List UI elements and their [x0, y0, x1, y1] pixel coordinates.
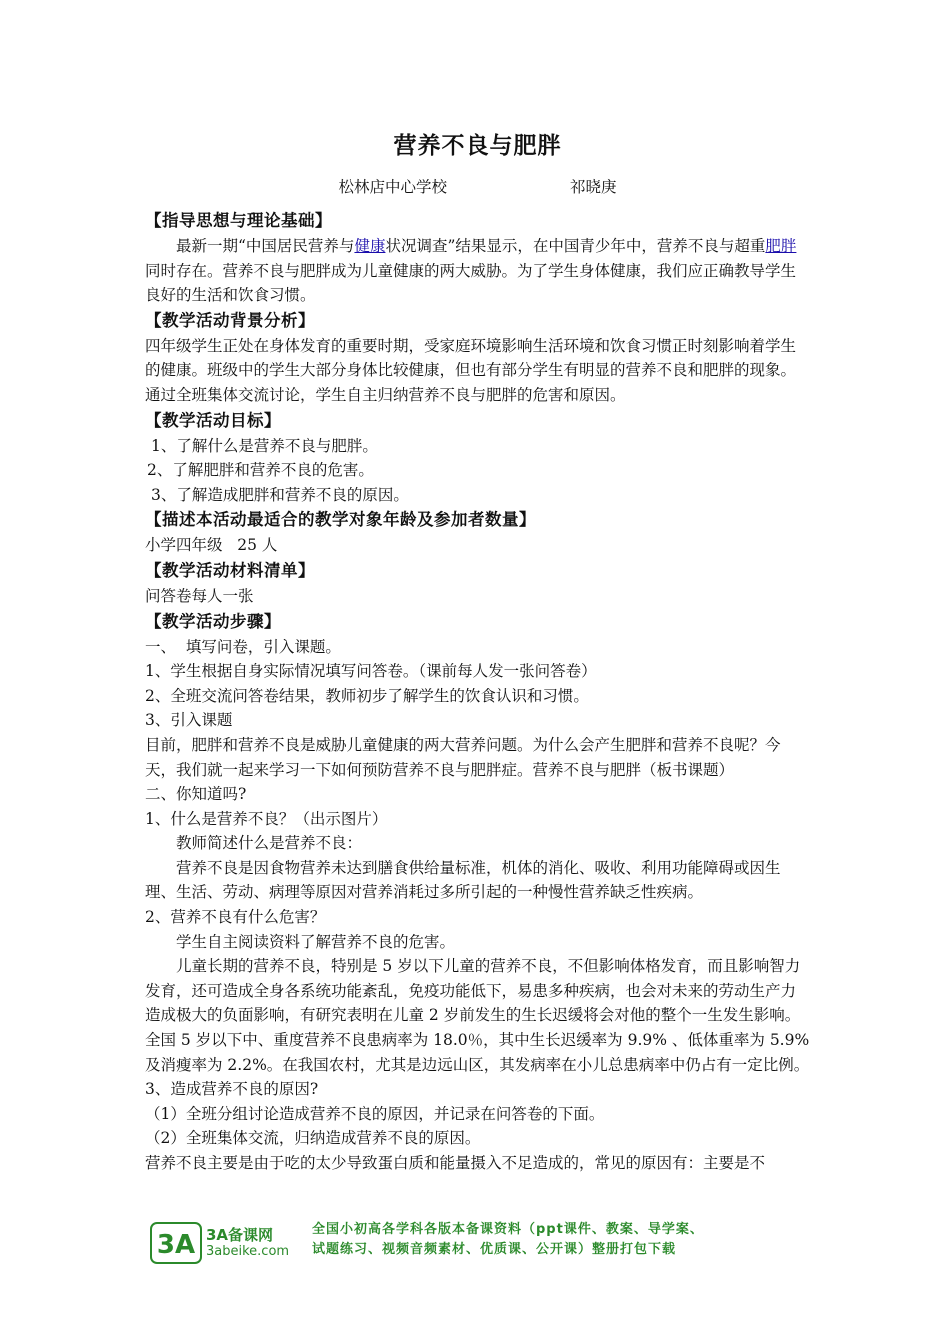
step-paragraph: 儿童长期的营养不良，特别是 5 岁以下儿童的营养不良，不但影响体格发育，而且影响智力发育，还可造成全身各系统功能紊乱，免疫功能低下，易患多种疾病，也会对未来的劳动生产力造成极大的负面影响，有研究表明在儿童 2 岁前发生的生长迟缓将会对他的整个一生发生影响。全国 5 岁以下中、重度营养不良患病率为 18.0％，其中生长迟缓率为 9.9% 、低体重率为 5.9%及消瘦率为 2.2%。在我国农村，尤其是边远山区，其发病率在小儿总患病率中仍占有一定比例。 [145, 957, 810, 1074]
step-line: （1）全班分组讨论造成营养不良的原因，并记录在问答卷的下面。 [145, 1104, 605, 1123]
logo-mark-text: 3A [156, 1230, 196, 1260]
goal-item: 2、了解肥胖和营养不良的危害。 [147, 461, 374, 480]
text-run: 最新一期“中国居民营养与 [176, 237, 355, 255]
step-line: 2、营养不良有什么危害？ [145, 908, 326, 927]
step-line: 营养不良主要是由于吃的太少导致蛋白质和能量摄入不足造成的，常见的原因有：主要是不 [145, 1154, 766, 1172]
footer-slogan [312, 1220, 812, 1260]
section-heading-materials: 【教学活动材料清单】 [145, 560, 315, 580]
section-heading-background: 【教学活动背景分析】 [145, 310, 315, 330]
step-line: 3、引入课题 [145, 711, 233, 730]
goal-item: 1、了解什么是营养不良与肥胖。 [151, 436, 378, 455]
logo-name: 3A备课网 [206, 1226, 274, 1244]
page-title: 营养不良与肥胖 [393, 132, 562, 159]
section-heading-goals: 【教学活动目标】 [145, 410, 281, 430]
step-line: 1、什么是营养不良？（出示图片） [145, 809, 388, 828]
step-line: 二、你知道吗? [145, 785, 247, 804]
logo-mark-icon [150, 1222, 202, 1264]
step-line: 目前，肥胖和营养不良是威胁儿童健康的两大营养问题。为什么会产生肥胖和营养不良呢？今天，我们就一起来学习一下如何预防营养不良与肥胖症。营养不良与肥胖（板书课题） [145, 735, 781, 779]
document-body [145, 128, 810, 1176]
footer-banner [150, 1218, 810, 1268]
site-logo[interactable] [150, 1222, 310, 1264]
step-line: 一、 填写问卷，引入课题。 [145, 637, 341, 656]
step-line: 3、造成营养不良的原因? [145, 1080, 319, 1099]
guiding-paragraph [145, 234, 810, 308]
materials-text: 问答卷每人一张 [145, 586, 254, 605]
text-run: 同时存在。营养不良与肥胖成为儿童健康的两大威胁。为了学生身体健康，我们应正确教导学生良好的生活和饮食习惯。 [145, 261, 797, 305]
slogan-line: 试题练习、视频音频素材、优质课、公开课）整册打包下载 [312, 1242, 677, 1257]
step-line: （2）全班集体交流，归纳造成营养不良的原因。 [145, 1129, 481, 1148]
goal-item: 3、了解造成肥胖和营养不良的原因。 [151, 485, 409, 504]
step-paragraph: 学生自主阅读资料了解营养不良的危害。 [176, 932, 456, 951]
health-link[interactable]: 健康 [354, 237, 386, 255]
byline [145, 174, 810, 200]
text-run: 状况调查”结果显示，在中国青少年中，营养不良与超重 [385, 237, 766, 255]
section-heading-audience: 【描述本活动最适合的教学对象年龄及参加者数量】 [145, 510, 536, 530]
step-paragraph: 营养不良是因食物营养未达到膳食供给量标准，机体的消化、吸收、利用功能障碍或因生理、生活、劳动、病理等原因对营养消耗过多所引起的一种慢性营养缺乏性疾病。 [145, 858, 781, 902]
step-paragraph: 教师简述什么是营养不良： [176, 834, 363, 853]
section-heading-guiding: 【指导思想与理论基础】 [145, 211, 332, 230]
slogan-line: 全国小初高各学科各版本备课资料（ppt课件、教案、导学案、 [312, 1222, 704, 1237]
obesity-link[interactable]: 肥胖 [765, 237, 797, 255]
logo-url: 3abeike.com [206, 1244, 290, 1259]
step-line: 2、全班交流问答卷结果，教师初步了解学生的饮食认识和习惯。 [145, 686, 589, 705]
school-name: 松林店中心学校 [338, 178, 448, 196]
background-paragraph: 四年级学生正处在身体发育的重要时期，受家庭环境影响生活环境和饮食习惯正时刻影响着学生的健康。班级中的学生大部分身体比较健康，但也有部分学生有明显的营养不良和肥胖的现象。通过全班集体交流讨论，学生自主归纳营养不良与肥胖的危害和原因。 [145, 336, 797, 404]
author-name: 祁晓庚 [569, 178, 617, 196]
section-heading-steps: 【教学活动步骤】 [145, 611, 281, 631]
audience-text: 小学四年级 25 人 [145, 536, 278, 555]
step-line: 1、学生根据自身实际情况填写问答卷。（课前每人发一张问答卷） [145, 662, 597, 681]
